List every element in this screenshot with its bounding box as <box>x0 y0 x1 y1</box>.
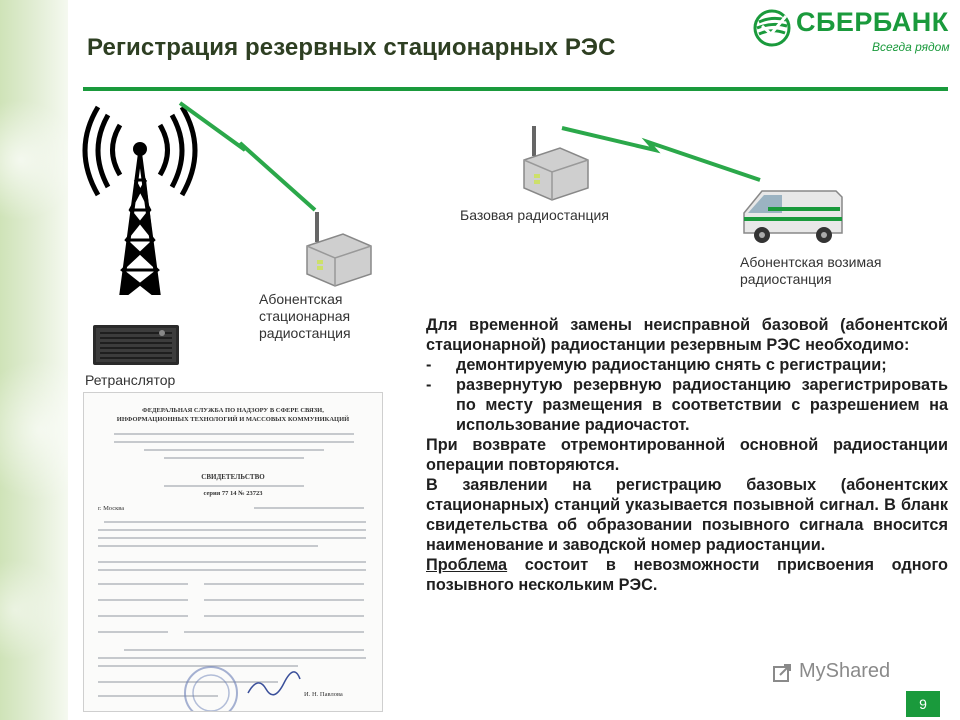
stationary-label-line1: Абонентская <box>259 291 343 307</box>
link-lightning-icon <box>180 103 315 210</box>
doc-cert-series: серия 77 14 № 23723 <box>203 490 263 497</box>
base-radio-label: Базовая радиостанция <box>460 207 609 223</box>
problem-keyword: Проблема <box>426 556 508 574</box>
list-item <box>426 355 948 375</box>
stationary-radio-icon <box>303 208 375 288</box>
stamp-icon <box>176 663 246 711</box>
stationary-label-line3: радиостанция <box>259 325 351 341</box>
slide-title: Регистрация резервных стационарных РЭС <box>87 34 616 61</box>
repeater-label: Ретранслятор <box>85 372 176 388</box>
share-icon <box>772 661 794 683</box>
doc-header-line2: ИНФОРМАЦИОННЫХ ТЕХНОЛОГИЙ И МАССОВЫХ КОММУНИКАЦИЙ <box>116 416 350 423</box>
list-item <box>426 375 948 435</box>
repeater-device-icon <box>92 321 182 369</box>
problem-rest-text: состоит в невозможности присвоения одного позывного нескольким РЭС. <box>426 556 948 594</box>
left-decorative-band <box>0 0 68 720</box>
intro-paragraph: Для временной замены неисправной базовой (абонентской стационарной) радиостанции резервным РЭС необходимо: <box>426 316 948 354</box>
body-text-block <box>426 315 948 595</box>
application-paragraph: В заявлении на регистрацию базовых (абонентских стационарных) станций указывается позывной сигнал. В бланк свидетельства об образовании позывного сигнала вносится наименование и заводской номер радиостанции. <box>426 476 948 554</box>
tower-icon <box>85 107 195 295</box>
doc-cert-title: СВИДЕТЕЛЬСТВО <box>201 473 265 481</box>
list-item-text: демонтируемую радиостанцию снять с регистрации; <box>456 356 887 374</box>
slide-number: 9 <box>906 691 940 717</box>
title-underline <box>83 87 948 91</box>
return-paragraph: При возврате отремонтированной основной радиостанции операции повторяются. <box>426 436 948 474</box>
stationary-label-line2: стационарная <box>259 308 351 324</box>
certificate-document-image <box>83 392 383 712</box>
brand-name: СБЕРБАНК <box>796 7 949 37</box>
list-item-text: развернутую резервную радиостанцию зарегистрировать по месту размещения в соответствии с разрешением на использование радиочастот. <box>456 376 948 434</box>
watermark-text: MyShared <box>799 660 891 682</box>
doc-city: г. Москва <box>98 505 125 512</box>
doc-header-line1: ФЕДЕРАЛЬНАЯ СЛУЖБА ПО НАДЗОРУ В СФЕРЕ СВЯЗИ, <box>142 407 324 414</box>
list-dash: - <box>426 356 432 374</box>
link-lightning-icon <box>560 118 770 188</box>
vehicle-label-line2: радиостанция <box>740 271 832 287</box>
brand-tagline: Всегда рядом <box>872 40 950 54</box>
vehicle-icon <box>738 183 848 249</box>
watermark <box>772 660 890 683</box>
doc-signer: И. Н. Павлова <box>304 691 343 698</box>
problem-paragraph <box>426 555 948 595</box>
signature-icon <box>244 671 304 701</box>
vehicle-label-line1: Абонентская возимая <box>740 254 882 270</box>
list-dash: - <box>426 376 432 394</box>
